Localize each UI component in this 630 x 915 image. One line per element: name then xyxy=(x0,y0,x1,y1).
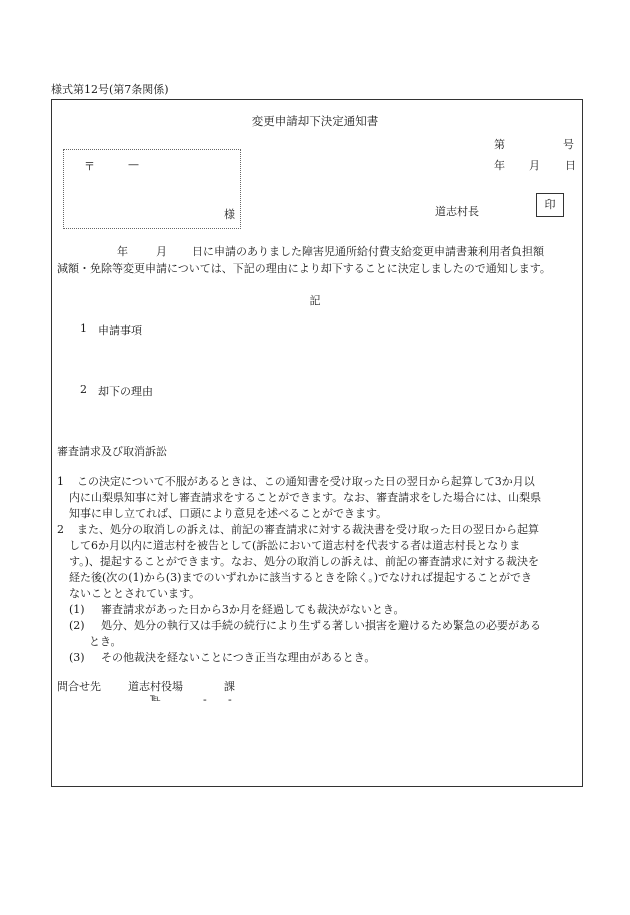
notice-item-2-line-4: 経た後(次の(1)から(3)までのいずれかに該当するときを除く。)でなければ提起することができ xyxy=(69,571,533,584)
notice-item-1 xyxy=(57,474,577,522)
notice-item-1-num: 1 xyxy=(57,475,64,488)
contact-office: 道志村役場 xyxy=(128,680,183,693)
item-2-num: 2 xyxy=(80,383,87,396)
number-label: 第 xyxy=(494,138,505,151)
date-year: 年 xyxy=(494,159,505,172)
sub-item-1-num: (1) xyxy=(69,603,85,616)
item-2-label: 却下の理由 xyxy=(98,385,153,398)
sub-item-2-num: (2) xyxy=(69,619,85,632)
item-1-label: 申請事項 xyxy=(98,324,142,337)
sub-item-2-line-2: とき。 xyxy=(89,635,122,648)
contact-label: 問合せ先 xyxy=(57,680,101,693)
notice-item-2-line-5: ないこととされています。 xyxy=(69,587,201,600)
date-month: 月 xyxy=(529,159,540,172)
sub-item-3-line-1: その他裁決を経ないことにつき正当な理由があるとき。 xyxy=(101,651,376,664)
postal-dash: — xyxy=(128,158,139,171)
item-1-num: 1 xyxy=(80,322,87,335)
notice-item-2-num: 2 xyxy=(57,523,64,536)
document-title: 変更申請却下決定通知書 xyxy=(251,114,379,128)
phone-icon: ℡ xyxy=(150,693,161,704)
form-label: 様式第12号(第7条関係) xyxy=(51,83,169,96)
postal-mark: 〒 xyxy=(84,160,95,173)
sub-item-3 xyxy=(69,650,589,666)
notice-item-2 xyxy=(57,522,577,602)
tel-separator-1: - xyxy=(203,693,207,706)
body-year: 年 xyxy=(117,245,128,258)
sub-item-2 xyxy=(69,618,589,650)
body-month: 月 xyxy=(156,245,167,258)
sub-item-3-num: (3) xyxy=(69,651,85,664)
contact-dept: 課 xyxy=(224,680,235,693)
notice-item-2-line-3: す。)、提起することができます。なお、処分の取消しの訴えは、前記の審査請求に対する裁決を xyxy=(69,555,540,568)
sub-item-2-line-1: 処分、処分の執行又は手続の続行により生ずる著しい損害を避けるため緊急の必要がある xyxy=(101,619,541,632)
tel-separator-2: - xyxy=(228,693,232,706)
addressee-sama: 様 xyxy=(224,208,235,221)
notice-heading: 審査請求及び取消訴訟 xyxy=(57,445,167,458)
issuer-name: 道志村長 xyxy=(435,205,479,218)
date-day: 日 xyxy=(565,159,576,172)
seal-stamp: 印 xyxy=(536,193,564,217)
ki-heading: 記 xyxy=(309,294,321,307)
notice-item-2-line-2: して6か月以内に道志村を被告として(訴訟において道志村を代表する者は道志村長となりま xyxy=(69,539,521,552)
notice-item-1-line-1: この決定について不服があるときは、この通知書を受け取った日の翌日から起算して3か月以 xyxy=(77,475,535,488)
notice-item-2-line-1: また、処分の取消しの訴えは、前記の審査請求に対する裁決書を受け取った日の翌日から起算 xyxy=(77,523,539,536)
number-suffix: 号 xyxy=(563,138,574,151)
notice-item-1-line-3: 知事に申し立てれば、口頭により意見を述べることができます。 xyxy=(69,507,388,520)
sub-item-1 xyxy=(69,602,589,618)
notice-item-1-line-2: 内に山梨県知事に対し審査請求をすることができます。なお、審査請求をした場合には、山梨県 xyxy=(69,491,542,504)
body-line-1: 日に申請のありました障害児通所給付費支給変更申請書兼利用者負担額 xyxy=(192,245,544,258)
sub-item-1-line-1: 審査請求があった日から3か月を経過しても裁決がないとき。 xyxy=(101,603,405,616)
body-line-2: 減額・免除等変更申請については、下記の理由により却下することに決定しましたので通知します。 xyxy=(57,262,551,275)
